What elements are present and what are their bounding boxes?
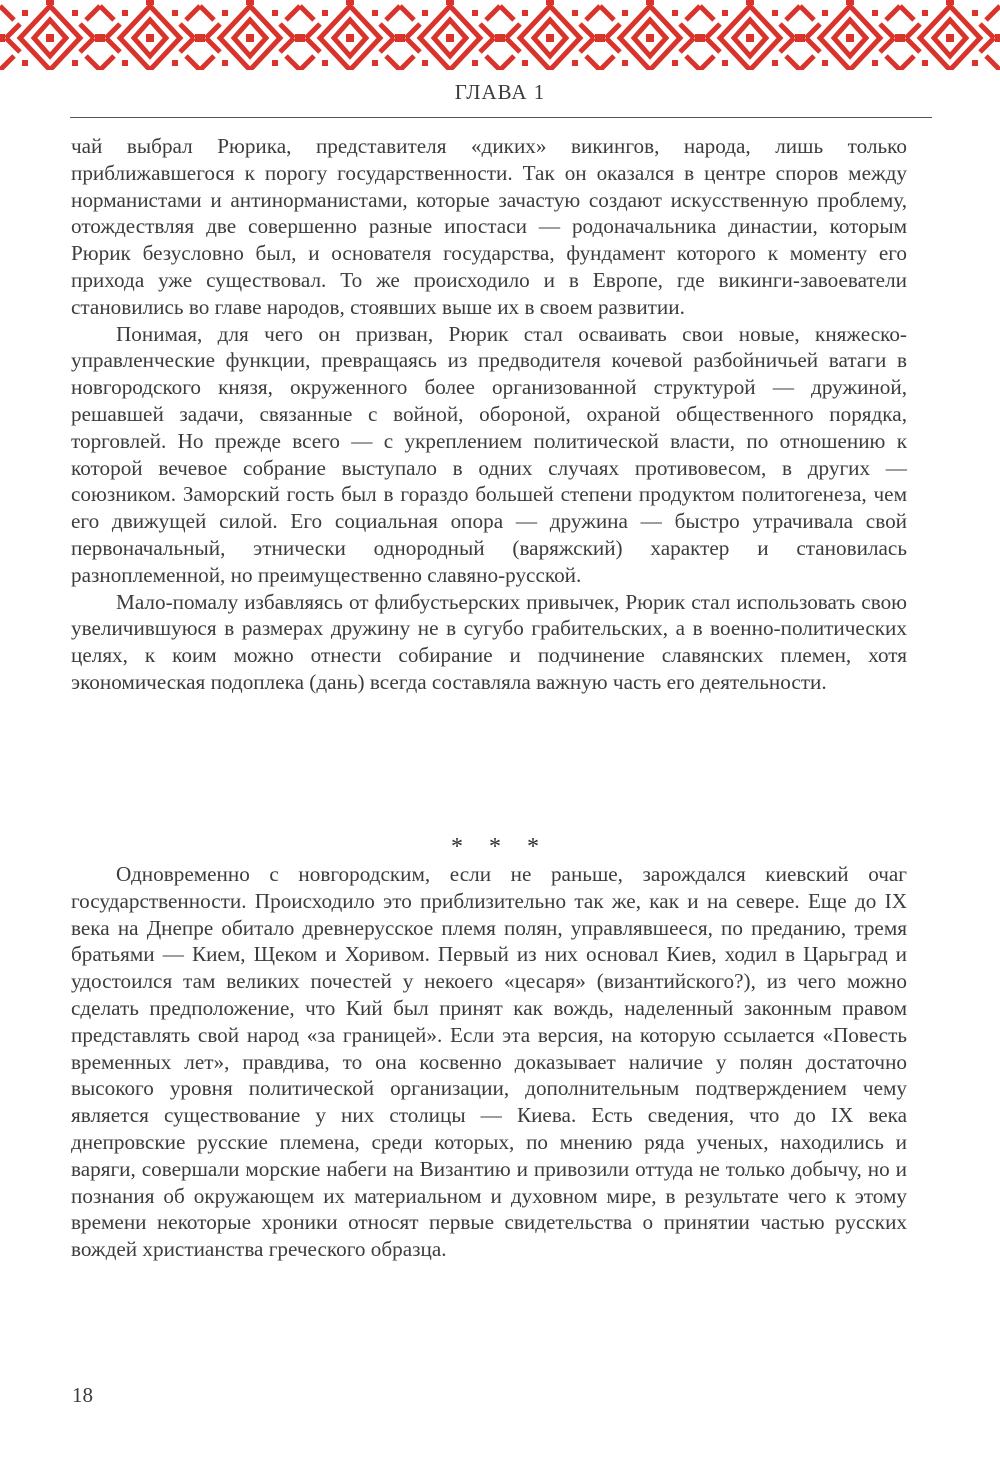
chapter-title: ГЛАВА 1 bbox=[454, 80, 546, 104]
section-separator: * * * bbox=[451, 834, 549, 860]
running-header bbox=[0, 80, 1000, 105]
paragraph: чай выбрал Рюрика, представителя «диких» викингов, народа, лишь только приближавшегося к порогу государственности. Так он оказался в центре споров между норманистами и антинорманистами, которые зачастую создают искусственную проблему, отождествляя две совершенно разные ипостаси — родоначальника династии, которым Рюрик безусловно был, и основателя государства, фундамент которого к моменту его прихода уже существовал. То же происходило и в Европе, где викинги-завоеватели становились во главе народов, стоявших выше их в своем развитии. bbox=[71, 134, 907, 319]
page-number: 18 bbox=[72, 1383, 93, 1407]
decorative-ornament-band bbox=[0, 0, 1000, 76]
text-block-after-separator bbox=[71, 861, 907, 1263]
header-divider bbox=[70, 117, 932, 118]
text-block-main bbox=[71, 133, 907, 696]
paragraph: Понимая, для чего он призван, Рюрик стал осваивать свои новые, княжеско-управленческие функции, превращаясь из предводителя кочевой разбойничьей ватаги в новгородского князя, окруженного более организованной структурой — дружиной, решавшей задачи, связанные с войной, обороной, охраной общественного порядка, торговлей. Но прежде всего — с укреплением политической власти, по отношению к которой вечевое собрание выступало в одних случаях противовесом, в других — союзником. Заморский гость был в гораздо большей степени продуктом политогенеза, чем его движущей силой. Его социальная опора — дружина — быстро утрачивала свой первоначальный, этнически однородный (варяжский) характер и становилась разноплеменной, но преимущественно славяно-русской. bbox=[71, 321, 907, 587]
paragraph: Одновременно с новгородским, если не раньше, зарождался киевский очаг государственности. Происходило это приблизительно так же, как и на севере. Еще до IX века на Днепре обитало древнерусское племя полян, управлявшееся, по преданию, тремя братьями — Кием, Щеком и Хоривом. Первый из них основал Киев, ходил в Царьград и удостоился там великих почестей у некоего «цесаря» (византийского?), из чего можно сделать предположение, что Кий был принят как вождь, наделенный законным правом представлять свой народ «за границей». Если эта версия, на которую ссылается «Повесть временных лет», правдива, то она косвенно доказывает наличие у полян достаточно высокого уровня политической организации, дополнительным подтверждением чему является существование у них столицы — Киева. Есть сведения, что до IX века днепровские русские племена, среди которых, по мнению ряда ученых, находились и варяги, совершали морские набеги на Византию и привозили оттуда не только добычу, но и познания об окружающем их материальном и духовном мире, в результате чего к этому времени некоторые хроники относят первые свидетельства о принятии частью русских вождей христианства греческого образца. bbox=[71, 862, 907, 1262]
paragraph: Мало-помалу избавляясь от флибустьерских привычек, Рюрик стал использовать свою увеличившуюся в размерах дружину не в сугубо грабительских, а в военно-политических целях, к коим можно отнести собирание и подчинение славянских племен, хотя экономическая подоплека (дань) всегда составляла важную часть его деятельности. bbox=[71, 589, 907, 694]
embroidery-pattern-icon bbox=[0, 0, 1000, 76]
